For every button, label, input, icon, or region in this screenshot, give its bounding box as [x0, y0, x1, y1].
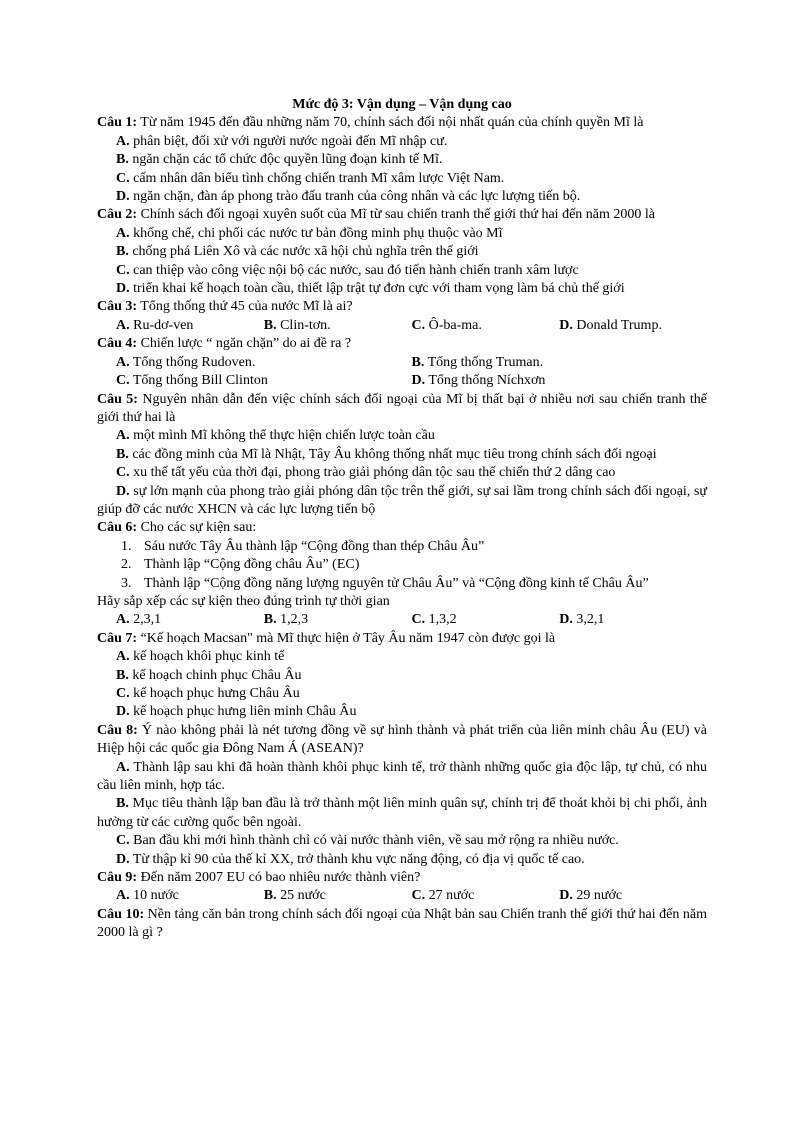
question-label: Câu 1: — [97, 115, 138, 131]
options-row-6 — [97, 611, 707, 629]
event-2: 2. Thành lập “Cộng đồng châu Âu” (EC) — [121, 557, 360, 573]
question-label: Câu 6: — [97, 520, 138, 536]
option-9a: A. 10 nước — [116, 888, 179, 904]
option-5d: D. sự lớn mạnh của phong trào giải phóng dân tộc trên thế giới, sự sai lầm trong chính sách đối ngoại, sự giúp đỡ các nước XHCN và các lực lượng tiến bộ — [97, 483, 707, 517]
event-3: 3. Thành lập “Cộng đồng năng lượng nguyên tử Châu Âu” và “Cộng đồng kinh tế Châu Âu” — [121, 575, 649, 591]
page-title: Mức độ 3: Vận dụng – Vận dụng cao — [292, 97, 512, 112]
option-2c: C. can thiệp vào công việc nội bộ các nước, sau đó tiến hành chiến tranh xâm lược — [116, 262, 579, 278]
question-6-prompt: Hãy sắp xếp các sự kiện theo đúng trình tự thời gian — [97, 593, 390, 609]
question-label: Câu 3: — [97, 299, 138, 315]
option-7a: A. kế hoạch khôi phục kinh tế — [116, 649, 285, 665]
question-9 — [97, 869, 707, 887]
question-text: Đến năm 2007 EU có bao nhiêu nước thành viên? — [137, 870, 421, 886]
question-text: Tổng thống thứ 45 của nước Mĩ là ai? — [137, 299, 353, 315]
option-8c: C. Ban đầu khi mới hình thành chỉ có vài nước thành viên, về sau mở rộng ra nhiều nước. — [116, 833, 619, 849]
option-5b: B. các đồng minh của Mĩ là Nhật, Tây Âu không thống nhất mục tiêu trong chính sách đối ngoại — [116, 446, 657, 462]
question-label: Câu 2: — [97, 207, 138, 223]
question-5 — [97, 391, 707, 428]
option-7c: C. kế hoạch phục hưng Châu Âu — [116, 686, 300, 701]
option-9b: B. 25 nước — [263, 888, 326, 904]
option-2b: B. chống phá Liên Xô và các nước xã hội chủ nghĩa trên thế giới — [116, 244, 479, 260]
option-3c: C. Ô-ba-ma. — [411, 317, 482, 333]
question-2 — [97, 206, 707, 224]
option-9d: D. 29 nước — [559, 888, 623, 904]
question-1 — [97, 114, 707, 132]
option-5a: A. một mình Mĩ không thể thực hiện chiến lược toàn cầu — [116, 428, 435, 444]
option-1a: A. phân biệt, đối xử với người nước ngoài đến Mĩ nhập cư. — [116, 133, 448, 149]
option-8b: B. Mục tiêu thành lập ban đầu là trở thành một liên minh quân sự, chính trị để thoát khỏi bị chi phối, ảnh hưởng từ các cường quốc bên ngoài. — [97, 796, 707, 830]
question-label: Câu 4: — [97, 336, 138, 352]
question-label: Câu 5: — [97, 391, 138, 407]
option-9c: C. 27 nước — [411, 888, 475, 904]
option-3a: A. Ru-dơ-ven — [116, 317, 194, 333]
question-6 — [97, 519, 707, 537]
question-text: Cho các sự kiện sau: — [137, 520, 257, 536]
question-7 — [97, 630, 707, 648]
options-row-9 — [97, 887, 707, 905]
option-4a: A. Tổng thống Rudoven. — [116, 354, 256, 370]
option-3b: B. Clin-tơn. — [263, 317, 331, 333]
option-4b: B. Tổng thống Truman. — [411, 354, 544, 370]
question-text: Ý nào không phải là nét tương đồng về sự hình thành và phát triển của liên minh châu Âu (EU) và Hiệp hội các quốc gia Đông Nam Á (ASEAN)? — [97, 722, 708, 757]
question-text: Từ năm 1945 đến đầu những năm 70, chính sách đối nội nhất quán của chính quyền Mĩ là — [137, 115, 644, 131]
question-text: “Kế hoạch Macsan" mà Mĩ thực hiện ở Tây Âu năm 1947 còn được gọi là — [137, 630, 556, 646]
question-text: Chiến lược “ ngăn chặn” do ai đề ra ? — [137, 336, 352, 352]
question-text: Chính sách đối ngoại xuyên suốt của Mĩ từ sau chiến tranh thế giới thứ hai đến năm 2000 là — [137, 207, 655, 223]
option-1c: C. cấm nhân dân biểu tình chống chiến tranh Mĩ xâm lược Việt Nam. — [116, 170, 505, 186]
option-6b: B. 1,2,3 — [263, 612, 309, 628]
option-5c: C. xu thế tất yếu của thời đại, phong trào giải phóng dân tộc sau thế chiến thứ 2 dâng cao — [116, 465, 616, 481]
option-7d: D. kế hoạch phục hưng liên minh Châu Âu — [116, 704, 357, 720]
option-1d: D. ngăn chặn, đàn áp phong trào đấu tranh của công nhân và các lực lượng tiến bộ. — [116, 189, 581, 205]
option-7b: B. kế hoạch chinh phục Châu Âu — [116, 667, 302, 683]
option-2a: A. khống chế, chi phối các nước tư bản đồng minh phụ thuộc vào Mĩ — [116, 225, 503, 241]
option-4c: C. Tổng thống Bill Clinton — [116, 373, 268, 389]
question-3 — [97, 298, 707, 316]
event-1: 1. Sáu nước Tây Âu thành lập “Cộng đồng than thép Châu Âu” — [121, 538, 485, 554]
question-text: Nguyên nhân dẫn đến việc chính sách đối ngoại của Mĩ bị thất bại ở nhiều nơi sau chiến tranh thế giới thứ hai là — [97, 391, 708, 425]
question-label: Câu 7: — [97, 630, 138, 646]
question-text: Nền tảng căn bản trong chính sách đối ngoại của Nhật bản sau Chiến tranh thế giới thứ hai đến năm 2000 là gì ? — [97, 906, 707, 941]
option-1b: B. ngăn chặn các tổ chức độc quyền lũng đoạn kinh tế Mĩ. — [116, 152, 443, 168]
option-6c: C. 1,3,2 — [411, 612, 457, 628]
question-label: Câu 8: — [97, 722, 138, 738]
options-row-3 — [97, 317, 707, 335]
document-page — [97, 96, 707, 943]
option-8a: A. Thành lập sau khi đã hoàn thành khôi phục kinh tế, trở thành những quốc gia độc lập, tự chủ, có nhu cầu liên minh, hợp tác. — [97, 759, 707, 794]
option-4d: D. Tổng thống Níchxơn — [411, 373, 546, 389]
question-4 — [97, 335, 707, 353]
question-label: Câu 9: — [97, 870, 138, 886]
option-6a: A. 2,3,1 — [116, 612, 162, 628]
option-3d: D. Donald Trump. — [559, 317, 662, 333]
question-label: Câu 10: — [97, 906, 145, 922]
question-10 — [97, 906, 707, 943]
option-2d: D. triển khai kế hoạch toàn cầu, thiết lập trật tự đơn cực với tham vọng làm bá chủ thế giới — [116, 281, 625, 297]
option-8d: D. Từ thập kỉ 90 của thế kỉ XX, trở thành khu vực năng động, có địa vị quốc tế cao. — [116, 851, 585, 867]
options-row-4ab — [97, 354, 707, 372]
question-8 — [97, 722, 707, 759]
options-row-4cd — [97, 372, 707, 390]
option-6d: D. 3,2,1 — [559, 612, 605, 628]
